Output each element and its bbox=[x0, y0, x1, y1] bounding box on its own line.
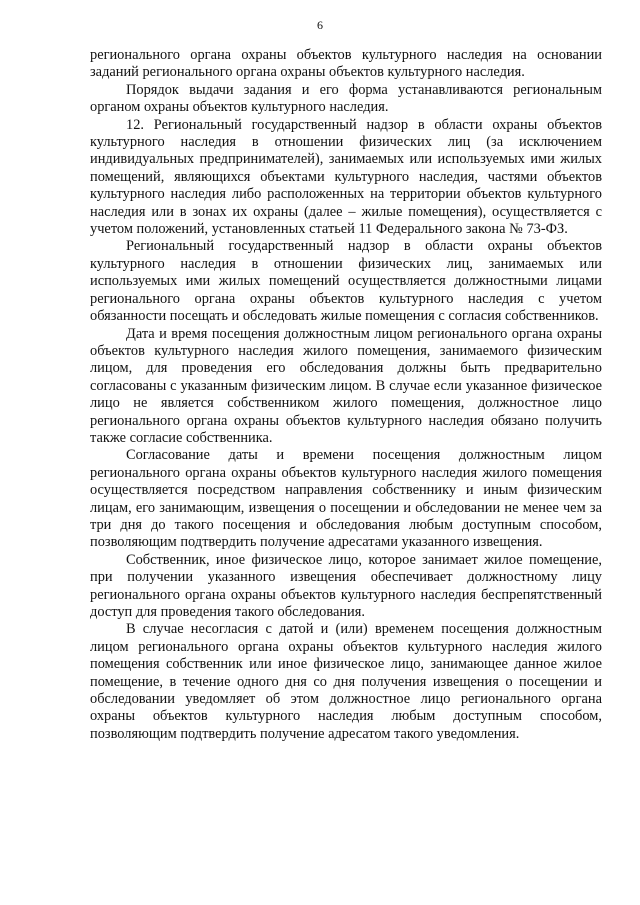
paragraph: Согласование даты и времени посещения должностным лицом регионального органа охраны объектов культурного наследия жилого помещения осуществляется посредством направления собственнику и иным физическим лицам, его занимающим, извещения о посещении и обследовании не менее чем за три дня до такого посещения и обследования любым доступным способом, позволяющим подтвердить получение адресатами указанного извещения. bbox=[90, 447, 602, 551]
paragraph: Региональный государственный надзор в области охраны объектов культурного наследия в отношении физических лиц, занимаемых или используемых ими жилых помещений осуществляется должностными лицами регионального органа охраны объектов культурного наследия с учетом обязанности посещать и обследовать жилые помещения с согласия собственников. bbox=[90, 238, 602, 325]
paragraph: Порядок выдачи задания и его форма устанавливаются региональным органом охраны объектов культурного наследия. bbox=[90, 81, 602, 116]
paragraph: 12. Региональный государственный надзор в области охраны объектов культурного наследия в отношении физических лиц (за исключением индивидуальных предпринимателей), занимаемых или используемых ими жилых помещений, являющихся объектами культурного наследия, частями объектов культурного наследия либо расположенных на территории объектов культурного наследия или в зонах их охраны (далее – жилые помещения), осуществляется с учетом положений, установленных статьей 11 Федерального закона № 73-ФЗ. bbox=[90, 116, 602, 238]
paragraph: Дата и время посещения должностным лицом регионального органа охраны объектов культурного наследия жилого помещения, занимаемого физическим лицом, для проведения его обследования должны быть предварительно согласованы с указанным физическим лицом. В случае если указанное физическое лицо не является собственником жилого помещения, должностное лицо регионального органа охраны объектов культурного наследия обязано получить также согласие собственника. bbox=[90, 325, 602, 446]
paragraph: Собственник, иное физическое лицо, которое занимает жилое помещение, при получении указанного извещения обеспечивает должностному лицу регионального органа охраны объектов культурного наследия беспрепятственный доступ для проведения такого обследования. bbox=[90, 551, 602, 620]
page-number: 6 bbox=[317, 18, 323, 32]
paragraph: регионального органа охраны объектов культурного наследия на основании заданий регионального органа охраны объектов культурного наследия. bbox=[90, 47, 602, 81]
paragraph: В случае несогласия с датой и (или) временем посещения должностным лицом регионального органа охраны объектов культурного наследия жилого помещения собственник или иное физическое лицо, занимающее данное жилое помещение, в течение одного дня со дня получения извещения о посещении и обследовании уведомляет об этом должностное лицо регионального органа охраны объектов культурного наследия любым доступным способом, позволяющим подтвердить получение адресатом такого уведомления. bbox=[90, 621, 602, 742]
document-body bbox=[90, 47, 602, 743]
